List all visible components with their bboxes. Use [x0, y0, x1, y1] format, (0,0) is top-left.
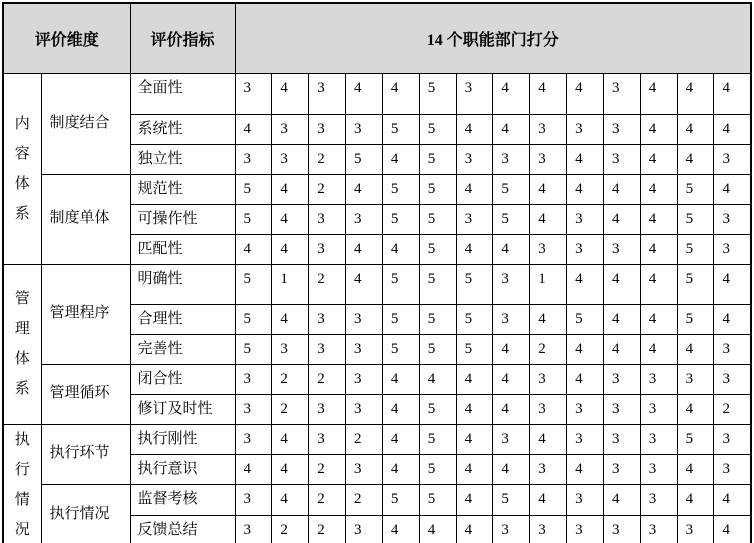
score-cell: 3 [640, 484, 677, 516]
score-cell: 4 [346, 174, 383, 204]
indicator-cell: 明确性 [130, 264, 235, 304]
score-cell: 5 [419, 144, 456, 174]
score-cell: 4 [272, 73, 309, 114]
score-cell: 4 [456, 424, 493, 454]
score-cell: 3 [493, 424, 530, 454]
score-cell: 4 [567, 73, 604, 114]
score-cell: 4 [493, 73, 530, 114]
score-cell: 5 [382, 334, 419, 364]
dimension-label: 执行情况 [14, 431, 30, 538]
score-cell: 5 [677, 304, 714, 334]
score-cell: 3 [603, 454, 640, 484]
score-cell: 2 [714, 394, 751, 424]
score-cell: 2 [346, 424, 383, 454]
score-cell: 4 [382, 234, 419, 264]
score-cell: 4 [640, 73, 677, 114]
score-cell: 3 [603, 73, 640, 114]
subdimension-cell: 管理程序 [41, 264, 130, 364]
dimension-cell [3, 264, 41, 424]
score-cell: 5 [419, 234, 456, 264]
score-cell: 5 [493, 204, 530, 234]
indicator-cell: 系统性 [130, 114, 235, 144]
score-cell: 3 [235, 73, 272, 114]
score-cell: 2 [309, 516, 346, 543]
score-cell: 3 [235, 394, 272, 424]
evaluation-score-table [2, 2, 752, 543]
score-cell: 4 [419, 364, 456, 394]
score-cell: 4 [640, 234, 677, 264]
score-cell: 4 [567, 334, 604, 364]
score-cell: 4 [530, 73, 567, 114]
score-cell: 2 [272, 364, 309, 394]
score-cell: 3 [714, 144, 751, 174]
score-cell: 4 [677, 334, 714, 364]
score-cell: 2 [309, 174, 346, 204]
score-cell: 5 [235, 204, 272, 234]
score-cell: 4 [603, 174, 640, 204]
subdimension-cell: 执行情况 [41, 484, 130, 543]
score-cell: 3 [493, 516, 530, 543]
score-cell: 3 [567, 204, 604, 234]
score-cell: 4 [677, 144, 714, 174]
score-cell: 4 [530, 424, 567, 454]
score-cell: 3 [603, 364, 640, 394]
score-cell: 1 [530, 264, 567, 304]
score-cell: 4 [567, 454, 604, 484]
score-cell: 3 [530, 394, 567, 424]
score-cell: 3 [346, 454, 383, 484]
score-cell: 4 [382, 516, 419, 543]
score-cell: 5 [382, 264, 419, 304]
indicator-cell: 执行意识 [130, 454, 235, 484]
score-cell: 5 [677, 204, 714, 234]
score-cell: 5 [235, 264, 272, 304]
score-cell: 4 [419, 516, 456, 543]
score-cell: 5 [382, 204, 419, 234]
score-cell: 5 [493, 174, 530, 204]
indicator-cell: 合理性 [130, 304, 235, 334]
score-cell: 2 [309, 364, 346, 394]
score-cell: 4 [714, 114, 751, 144]
score-cell: 4 [530, 304, 567, 334]
score-cell: 4 [530, 484, 567, 516]
score-cell: 2 [309, 144, 346, 174]
score-cell: 5 [382, 484, 419, 516]
score-cell: 5 [419, 264, 456, 304]
score-cell: 3 [567, 114, 604, 144]
indicator-cell: 执行刚性 [130, 424, 235, 454]
score-cell: 3 [346, 304, 383, 334]
score-cell: 4 [493, 334, 530, 364]
score-cell: 3 [640, 424, 677, 454]
indicator-cell: 可操作性 [130, 204, 235, 234]
score-cell: 4 [640, 264, 677, 304]
score-cell: 4 [272, 304, 309, 334]
score-cell: 3 [640, 516, 677, 543]
score-cell: 5 [493, 484, 530, 516]
score-cell: 3 [346, 204, 383, 234]
score-cell: 3 [309, 234, 346, 264]
score-cell: 4 [530, 174, 567, 204]
score-cell: 3 [714, 454, 751, 484]
score-cell: 4 [346, 73, 383, 114]
score-cell: 4 [493, 394, 530, 424]
score-cell: 5 [419, 454, 456, 484]
score-cell: 2 [309, 484, 346, 516]
score-cell: 4 [640, 144, 677, 174]
score-cell: 3 [309, 424, 346, 454]
score-cell: 4 [640, 304, 677, 334]
score-cell: 3 [603, 234, 640, 264]
dimension-label: 管理体系 [14, 291, 30, 397]
score-cell: 4 [456, 234, 493, 264]
score-cell: 3 [714, 234, 751, 264]
table-row [3, 424, 751, 454]
score-cell: 4 [346, 234, 383, 264]
dimension-label: 内容体系 [14, 115, 30, 222]
header-dimension: 评价维度 [3, 3, 130, 73]
score-cell: 5 [677, 234, 714, 264]
score-cell: 4 [493, 114, 530, 144]
header-indicator: 评价指标 [130, 3, 235, 73]
score-cell: 4 [677, 394, 714, 424]
score-cell: 4 [603, 204, 640, 234]
indicator-cell: 闭合性 [130, 364, 235, 394]
score-cell: 3 [714, 334, 751, 364]
score-cell: 5 [235, 304, 272, 334]
score-cell: 4 [456, 364, 493, 394]
score-cell: 3 [456, 204, 493, 234]
score-cell: 3 [603, 114, 640, 144]
score-cell: 3 [567, 424, 604, 454]
score-cell: 3 [346, 516, 383, 543]
score-cell: 5 [235, 334, 272, 364]
score-cell: 4 [603, 304, 640, 334]
score-cell: 4 [567, 144, 604, 174]
score-cell: 3 [714, 364, 751, 394]
score-cell: 4 [235, 114, 272, 144]
score-cell: 4 [640, 174, 677, 204]
indicator-cell: 规范性 [130, 174, 235, 204]
score-cell: 3 [456, 73, 493, 114]
score-cell: 5 [419, 174, 456, 204]
score-cell: 4 [456, 174, 493, 204]
score-cell: 5 [677, 264, 714, 304]
score-cell: 2 [272, 516, 309, 543]
score-cell: 3 [309, 73, 346, 114]
score-cell: 5 [419, 394, 456, 424]
score-cell: 3 [530, 516, 567, 543]
subdimension-cell: 制度结合 [41, 73, 130, 174]
score-cell: 3 [714, 424, 751, 454]
score-cell: 4 [235, 234, 272, 264]
score-cell: 4 [272, 424, 309, 454]
score-cell: 3 [603, 424, 640, 454]
score-cell: 3 [530, 454, 567, 484]
score-cell: 4 [346, 264, 383, 304]
score-cell: 5 [382, 174, 419, 204]
score-cell: 4 [567, 174, 604, 204]
score-cell: 3 [309, 394, 346, 424]
score-cell: 4 [272, 454, 309, 484]
score-cell: 3 [272, 144, 309, 174]
score-cell: 3 [235, 484, 272, 516]
score-cell: 5 [456, 304, 493, 334]
score-cell: 5 [419, 304, 456, 334]
score-cell: 5 [567, 304, 604, 334]
subdimension-cell: 管理循环 [41, 364, 130, 424]
score-cell: 3 [456, 144, 493, 174]
score-cell: 3 [309, 334, 346, 364]
indicator-cell: 完善性 [130, 334, 235, 364]
score-cell: 4 [493, 454, 530, 484]
score-cell: 3 [309, 204, 346, 234]
score-cell: 1 [272, 264, 309, 304]
score-cell: 2 [530, 334, 567, 364]
table-row [3, 174, 751, 204]
header-row [3, 3, 751, 73]
score-cell: 5 [419, 73, 456, 114]
score-cell: 4 [272, 174, 309, 204]
score-cell: 3 [640, 364, 677, 394]
score-cell: 4 [677, 454, 714, 484]
header-scores: 14 个职能部门打分 [235, 3, 751, 73]
score-cell: 5 [456, 334, 493, 364]
table-row [3, 364, 751, 394]
score-cell: 3 [567, 516, 604, 543]
score-cell: 4 [272, 234, 309, 264]
table-row [3, 484, 751, 516]
score-cell: 5 [419, 484, 456, 516]
indicator-cell: 修订及时性 [130, 394, 235, 424]
score-cell: 3 [493, 264, 530, 304]
score-cell: 4 [714, 484, 751, 516]
score-cell: 4 [603, 264, 640, 304]
score-cell: 3 [714, 204, 751, 234]
score-cell: 5 [419, 424, 456, 454]
table-body [3, 73, 751, 543]
score-cell: 4 [382, 394, 419, 424]
dimension-cell [3, 424, 41, 543]
score-cell: 5 [346, 144, 383, 174]
score-cell: 3 [346, 114, 383, 144]
score-cell: 5 [419, 114, 456, 144]
score-cell: 4 [382, 364, 419, 394]
score-cell: 3 [235, 424, 272, 454]
dimension-cell [3, 73, 41, 264]
score-cell: 5 [382, 114, 419, 144]
table-row [3, 73, 751, 114]
score-cell: 4 [456, 394, 493, 424]
table-row [3, 264, 751, 304]
subdimension-cell: 执行环节 [41, 424, 130, 484]
score-cell: 2 [346, 484, 383, 516]
score-cell: 4 [714, 174, 751, 204]
score-cell: 3 [235, 144, 272, 174]
indicator-cell: 反馈总结 [130, 516, 235, 543]
score-cell: 3 [603, 144, 640, 174]
score-cell: 4 [235, 454, 272, 484]
score-cell: 4 [382, 144, 419, 174]
score-cell: 4 [456, 114, 493, 144]
score-cell: 4 [567, 364, 604, 394]
score-cell: 4 [493, 364, 530, 394]
score-cell: 2 [272, 394, 309, 424]
score-cell: 5 [677, 174, 714, 204]
score-cell: 3 [567, 394, 604, 424]
score-cell: 4 [714, 73, 751, 114]
score-cell: 4 [714, 264, 751, 304]
score-cell: 5 [419, 334, 456, 364]
indicator-cell: 独立性 [130, 144, 235, 174]
score-cell: 5 [419, 204, 456, 234]
score-cell: 3 [346, 334, 383, 364]
score-cell: 4 [493, 234, 530, 264]
score-cell: 3 [640, 394, 677, 424]
score-cell: 4 [272, 204, 309, 234]
score-cell: 4 [272, 484, 309, 516]
score-cell: 3 [530, 144, 567, 174]
indicator-cell: 全面性 [130, 73, 235, 114]
score-cell: 3 [677, 516, 714, 543]
score-cell: 4 [456, 454, 493, 484]
score-cell: 4 [714, 304, 751, 334]
score-cell: 3 [235, 516, 272, 543]
score-cell: 2 [309, 264, 346, 304]
score-cell: 3 [567, 234, 604, 264]
score-cell: 3 [603, 516, 640, 543]
indicator-cell: 匹配性 [130, 234, 235, 264]
score-cell: 3 [272, 334, 309, 364]
score-cell: 4 [640, 114, 677, 144]
score-cell: 3 [530, 364, 567, 394]
score-cell: 3 [530, 234, 567, 264]
score-cell: 3 [677, 364, 714, 394]
subdimension-cell: 制度单体 [41, 174, 130, 264]
score-cell: 4 [677, 73, 714, 114]
score-cell: 3 [272, 114, 309, 144]
score-cell: 3 [567, 484, 604, 516]
score-cell: 3 [640, 454, 677, 484]
score-cell: 5 [382, 304, 419, 334]
score-cell: 3 [235, 364, 272, 394]
score-cell: 4 [714, 516, 751, 543]
score-cell: 5 [235, 174, 272, 204]
score-cell: 4 [382, 424, 419, 454]
score-cell: 3 [603, 394, 640, 424]
score-cell: 3 [346, 394, 383, 424]
score-cell: 4 [530, 204, 567, 234]
score-cell: 4 [603, 334, 640, 364]
score-cell: 3 [309, 114, 346, 144]
indicator-cell: 监督考核 [130, 484, 235, 516]
score-cell: 4 [567, 264, 604, 304]
score-cell: 4 [677, 114, 714, 144]
score-cell: 5 [456, 264, 493, 304]
score-cell: 3 [309, 304, 346, 334]
score-cell: 4 [456, 516, 493, 543]
score-cell: 5 [677, 424, 714, 454]
score-cell: 4 [456, 484, 493, 516]
score-cell: 4 [382, 454, 419, 484]
score-cell: 3 [493, 304, 530, 334]
score-cell: 3 [346, 364, 383, 394]
score-cell: 3 [493, 144, 530, 174]
score-cell: 2 [309, 454, 346, 484]
score-cell: 4 [640, 204, 677, 234]
score-cell: 4 [677, 484, 714, 516]
score-cell: 4 [382, 73, 419, 114]
score-cell: 4 [603, 484, 640, 516]
score-cell: 3 [530, 114, 567, 144]
score-cell: 4 [640, 334, 677, 364]
